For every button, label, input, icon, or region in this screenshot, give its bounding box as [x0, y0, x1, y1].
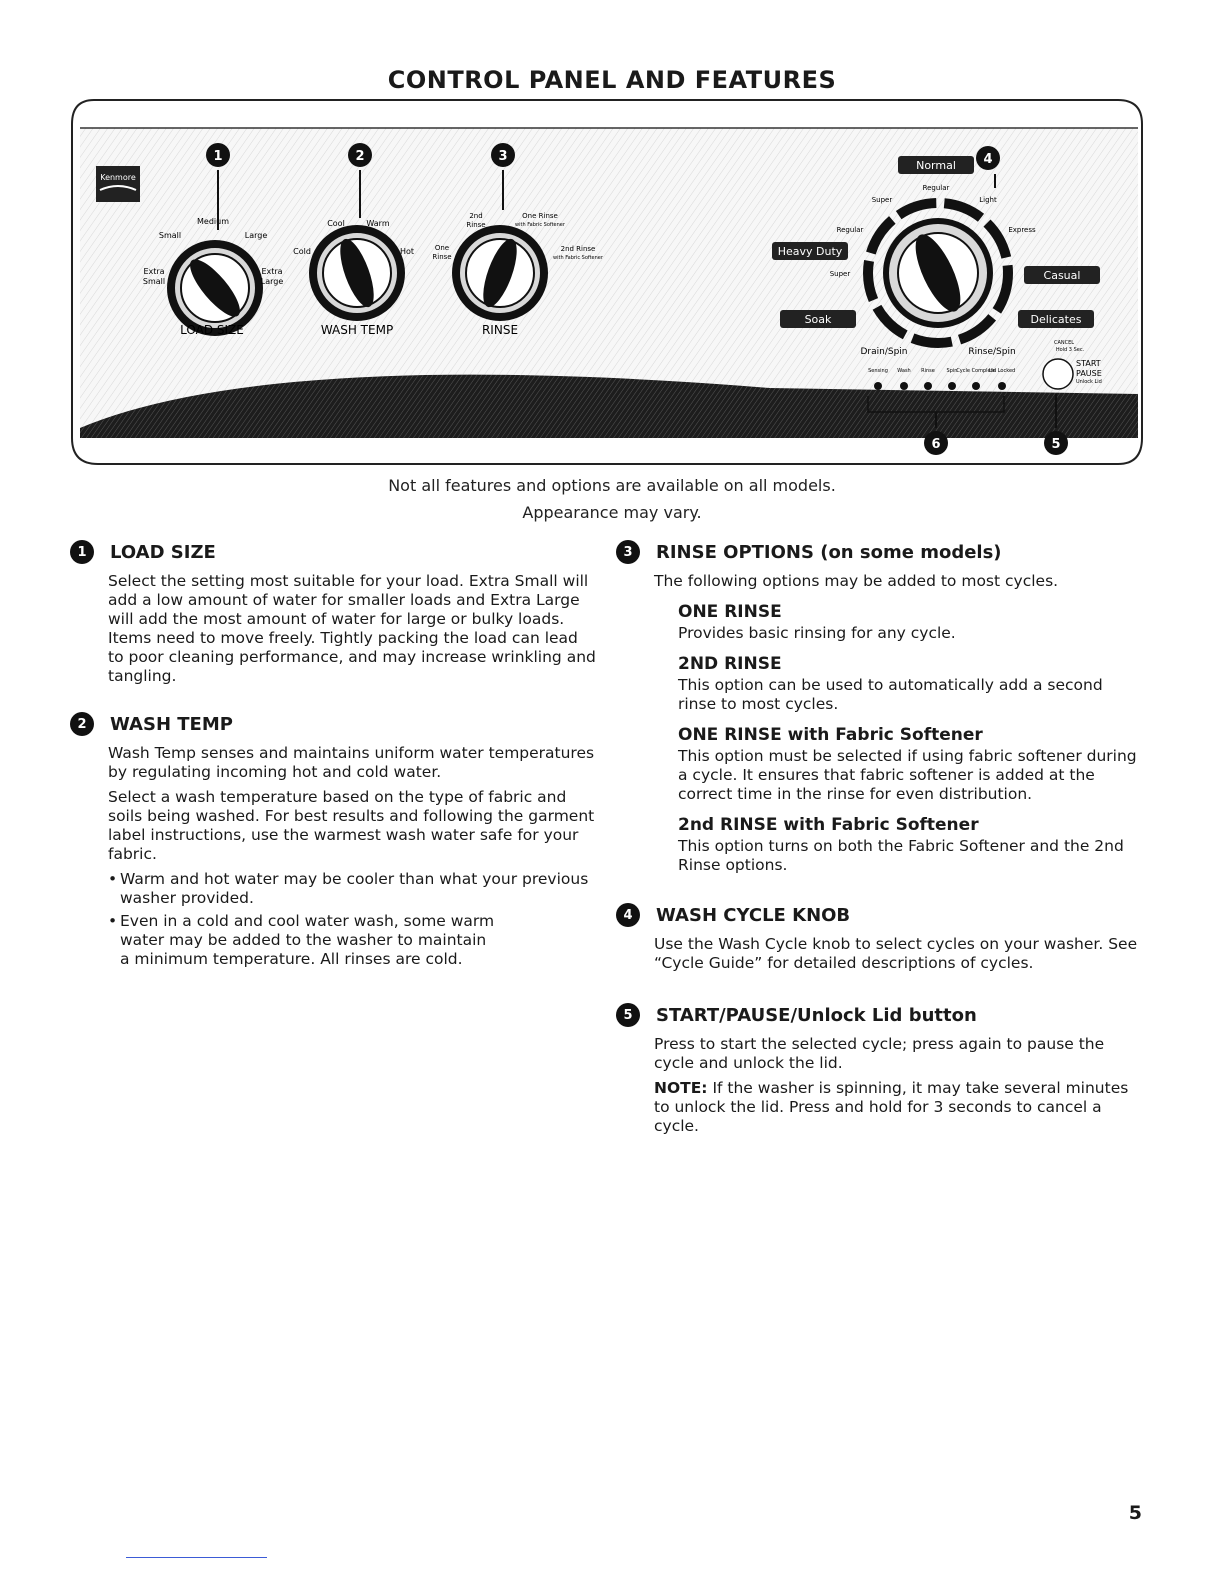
svg-text:START: START: [1076, 359, 1101, 368]
section-wash-temp-heading: 2 WASH TEMP: [108, 712, 598, 736]
svg-text:2nd Rinse: 2nd Rinse: [560, 245, 596, 253]
cycle-button-soak: [780, 310, 856, 328]
svg-text:RINSE: RINSE: [481, 323, 519, 337]
brand-logo: [96, 166, 140, 202]
svg-text:Cycle Complete: Cycle Complete: [956, 368, 996, 374]
second-rinse-softener-heading: 2nd RINSE with Fabric Softener: [678, 815, 979, 835]
left-column: [77, 540, 598, 973]
svg-text:Soak: Soak: [804, 313, 832, 326]
wash-temp-bullets: [108, 870, 598, 969]
svg-text:Small: Small: [142, 277, 166, 286]
svg-text:4: 4: [983, 152, 993, 167]
svg-text:with Fabric Softener: with Fabric Softener: [553, 255, 603, 261]
svg-text:Medium: Medium: [197, 217, 229, 226]
svg-text:2nd: 2nd: [469, 212, 483, 220]
start-pause-text: Press to start the selected cycle; press again to pause the cycle and unlock the lid.: [654, 1035, 1105, 1072]
svg-text:Extra: Extra: [143, 267, 165, 276]
callout-5-icon: 5: [616, 1003, 640, 1027]
svg-text:Cool: Cool: [327, 219, 345, 228]
svg-text:Rinse: Rinse: [432, 253, 452, 261]
rinse-intro: The following options may be added to most cycles.: [654, 572, 1059, 590]
one-rinse-heading: ONE RINSE: [678, 602, 782, 622]
load-size-text: Select the setting most suitable for your load. Extra Small will add a low amount of water for smaller loads and Extra Large will add the most amount of water for large or bulky loads. Items need to move freely. Tightly packing the load can lead to poor cleaning performance, and may increase wrinkling and tangling.: [108, 572, 596, 685]
svg-text:Small: Small: [158, 231, 182, 240]
svg-text:Drain/Spin: Drain/Spin: [860, 347, 908, 357]
svg-text:Warm: Warm: [366, 219, 390, 228]
control-panel-illustration: [70, 98, 1146, 468]
wash-cycle-text: Use the Wash Cycle knob to select cycles on your washer. See “Cycle Guide” for detailed descriptions of cycles.: [654, 935, 1138, 972]
svg-text:Light: Light: [979, 196, 997, 204]
svg-text:Rinse: Rinse: [466, 221, 486, 229]
cycle-button-normal: [898, 156, 974, 174]
svg-text:Regular: Regular: [922, 184, 950, 192]
svg-text:5: 5: [1051, 437, 1061, 452]
svg-text:6: 6: [931, 437, 941, 452]
svg-text:Kenmore: Kenmore: [100, 173, 136, 182]
svg-text:Normal: Normal: [916, 159, 956, 172]
svg-text:Spin: Spin: [946, 368, 958, 374]
svg-text:CANCEL: CANCEL: [1053, 340, 1075, 346]
svg-text:Sensing: Sensing: [868, 368, 888, 374]
availability-note: Not all features and options are available on all models.: [388, 476, 836, 495]
one-rinse-softener-heading: ONE RINSE with Fabric Softener: [678, 725, 983, 745]
cycle-button-casual: [1024, 266, 1100, 284]
section-rinse-options-heading: 3 RINSE OPTIONS (on some models): [654, 540, 1144, 564]
svg-text:Large: Large: [260, 277, 284, 286]
one-rinse-softener-text: This option must be selected if using fabric softener during a cycle. It ensures that fabric softener is added at the correct time in the rinse for even distribution.: [678, 747, 1137, 803]
bullet-item: • Warm and hot water may be cooler than what your previous washer provided.: [120, 870, 598, 908]
bullet-item: • Even in a cold and cool water wash, some warm water may be added to the washer to maintain a minimum temperature. All rinses are cold.: [120, 912, 500, 969]
wash-temp-text-1: Wash Temp senses and maintains uniform water temperatures by regulating incoming hot and cold water.: [108, 744, 595, 781]
section-load-size-heading: 1 LOAD SIZE: [108, 540, 598, 564]
page-title: CONTROL PANEL AND FEATURES: [387, 66, 837, 94]
svg-text:Super: Super: [829, 270, 851, 278]
svg-text:Extra: Extra: [261, 267, 283, 276]
callout-1-icon: 1: [70, 540, 94, 564]
start-pause-note: NOTE: If the washer is spinning, it may take several minutes to unlock the lid. Press and hold for 3 seconds to cancel a cycle.: [654, 1079, 1129, 1135]
section-start-pause-heading: 5 START/PAUSE/Unlock Lid button: [654, 1003, 1144, 1027]
second-rinse-softener-text: This option turns on both the Fabric Softener and the 2nd Rinse options.: [678, 837, 1124, 874]
footer-rule: [126, 1557, 267, 1558]
section-wash-cycle-heading: 4 WASH CYCLE KNOB: [654, 903, 1144, 927]
cycle-button-delicates: [1018, 310, 1094, 328]
second-rinse-text: This option can be used to automatically add a second rinse to most cycles.: [678, 676, 1103, 713]
svg-text:One Rinse: One Rinse: [522, 212, 558, 220]
svg-text:PAUSE: PAUSE: [1076, 369, 1102, 378]
callout-3-icon: 3: [616, 540, 640, 564]
svg-text:Unlock Lid: Unlock Lid: [1076, 379, 1102, 385]
right-column: [623, 540, 1144, 1136]
one-rinse-text: Provides basic rinsing for any cycle.: [678, 624, 956, 642]
cycle-button-heavy-duty: [772, 242, 848, 260]
appearance-note: Appearance may vary.: [522, 503, 702, 522]
svg-text:Hot: Hot: [399, 247, 415, 256]
svg-text:One: One: [434, 244, 450, 252]
svg-text:Super: Super: [871, 196, 893, 204]
svg-text:3: 3: [498, 149, 508, 164]
wash-temp-text-2: Select a wash temperature based on the type of fabric and soils being washed. For best results and following the garment label instructions, use the warmest wash water safe for your fabric.: [108, 788, 595, 863]
svg-text:WASH TEMP: WASH TEMP: [320, 323, 394, 337]
page-number: 5: [1128, 1502, 1142, 1524]
svg-text:with Fabric Softener: with Fabric Softener: [515, 222, 565, 228]
second-rinse-heading: 2ND RINSE: [678, 654, 782, 674]
svg-text:Rinse: Rinse: [921, 368, 935, 374]
svg-text:LOAD SIZE: LOAD SIZE: [180, 323, 244, 337]
svg-text:Large: Large: [244, 231, 268, 240]
svg-text:Lid Locked: Lid Locked: [988, 368, 1016, 374]
svg-text:Casual: Casual: [1043, 269, 1081, 282]
callout-4-icon: 4: [616, 903, 640, 927]
svg-text:Rinse/Spin: Rinse/Spin: [968, 347, 1016, 357]
svg-text:Delicates: Delicates: [1030, 313, 1082, 326]
svg-text:2: 2: [355, 149, 365, 164]
svg-text:Hold 3 Sec.: Hold 3 Sec.: [1055, 347, 1085, 353]
svg-text:Express: Express: [1008, 226, 1036, 234]
svg-text:1: 1: [213, 149, 223, 164]
svg-text:Cold: Cold: [293, 247, 311, 256]
callout-2-icon: 2: [70, 712, 94, 736]
svg-text:Regular: Regular: [836, 226, 864, 234]
svg-text:Wash: Wash: [897, 368, 911, 374]
svg-text:Heavy Duty: Heavy Duty: [777, 245, 843, 258]
